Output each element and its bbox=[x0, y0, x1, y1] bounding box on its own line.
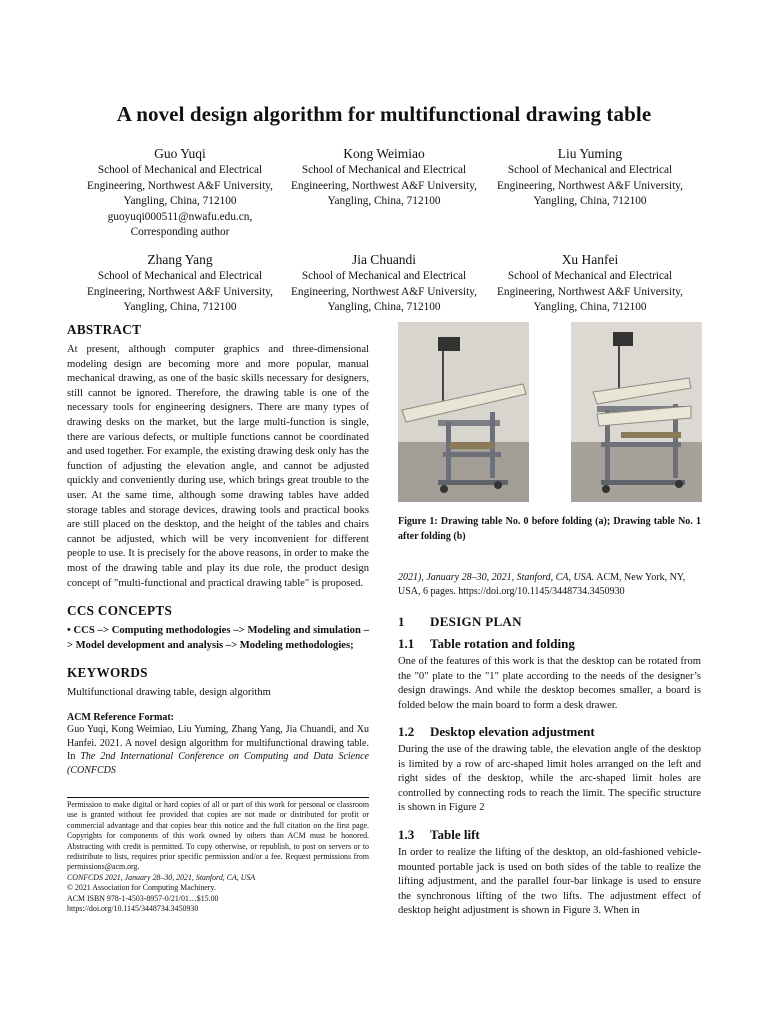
permission-doi: https://doi.org/10.1145/3448734.3450930 bbox=[67, 904, 199, 914]
permission-block bbox=[67, 800, 369, 914]
section-heading-1-1 bbox=[398, 636, 701, 652]
section-text-1-2: During the use of the drawing table, the elevation angle of the desktop is limited by a row of arc-shaped limit holes arranged on the left and right sides of the desktop, while the arc-shaped limit holes are controlled by connecting rods to reach the limit. The specific structure is shown in Figure 2 bbox=[398, 744, 701, 813]
permission-text: Permission to make digital or hard copies of all or part of this work for personal or classroom use is granted without fee provided that copies are not made or distributed for profit or commercial advantage and that copies bear this notice and the full citation on the first page. Copyrights for components of this work owned by others than ACM must be honored. Abstracting with credit is permitted. To copy otherwise, or republish, to post on servers or to redistribute to lists, requires prior specific permission and/or a fee. Request permissions from permissions@acm.org. bbox=[67, 800, 369, 872]
author-block bbox=[492, 251, 688, 316]
author-affiliation: School of Mechanical and Electrical Engineering, Northwest A&F University, Yangling, China, 712100 bbox=[291, 164, 477, 207]
author-name: Jia Chuandi bbox=[351, 252, 417, 267]
section-number: 1.1 bbox=[398, 636, 415, 651]
acm-reference-plain: Guo Yuqi, Kong Weimiao, Liu Yuming, Zhang Yang, Jia Chuandi, and Xu Hanfei. 2021. A novel design algorithm for multifunctional drawing table. In bbox=[67, 723, 369, 763]
acm-reference-heading: ACM Reference Format: bbox=[67, 711, 174, 723]
section-heading-1-2 bbox=[398, 724, 701, 740]
author-affiliation: School of Mechanical and Electrical Engineering, Northwest A&F University, Yangling, China, 712100 bbox=[291, 270, 477, 313]
author-affiliation: School of Mechanical and Electrical Engineering, Northwest A&F University, Yangling, China, 712100 bbox=[87, 164, 273, 207]
paper-title: A novel design algorithm for multifunctional drawing table bbox=[116, 102, 652, 126]
keywords-heading: KEYWORDS bbox=[67, 665, 148, 681]
author-email: guoyuqi000511@nwafu.edu.cn, Corresponding author bbox=[107, 210, 253, 238]
acm-reference-tail: ACM, New York, NY, USA, 6 pages. https://doi.org/10.1145/3448734.3450930 bbox=[398, 572, 686, 598]
section-text-1-3: In order to realize the lifting of the desktop, an old-fashioned vehicle-mounted portable jack is used on both sides of the table to realize the lifting adjustment, and the parallel four-bar linkage is used to ensure the synchronous lifting of the two lifts. The adjustment effect of desktop height adjustment is shown in Figure 3. When in bbox=[398, 847, 701, 916]
keywords-text: Multifunctional drawing table, design algorithm bbox=[67, 687, 271, 699]
section-heading-1-3 bbox=[398, 827, 701, 843]
author-name: Xu Hanfei bbox=[561, 252, 619, 267]
ccs-heading: CCS CONCEPTS bbox=[67, 603, 173, 619]
author-block bbox=[286, 251, 482, 316]
acm-reference-text bbox=[67, 723, 369, 778]
acm-reference-continued bbox=[398, 571, 701, 599]
section-number: 1.3 bbox=[398, 827, 415, 842]
author-block bbox=[82, 145, 278, 241]
author-block bbox=[82, 251, 278, 316]
author-block bbox=[286, 145, 482, 210]
author-block bbox=[492, 145, 688, 210]
section-text-1-1: One of the features of this work is that the desktop can be rotated from the "0" plate to the "1" plate according to the needs of the designer’s design drawings. And while the desktop becomes smaller, a board is folded below the main board to form a desk drawer. bbox=[398, 656, 701, 711]
permission-isbn: ACM ISBN 978-1-4503-8957-0/21/01…$15.00 bbox=[67, 893, 219, 903]
author-affiliation: School of Mechanical and Electrical Engineering, Northwest A&F University, Yangling, China, 712100 bbox=[497, 164, 683, 207]
author-affiliation: School of Mechanical and Electrical Engineering, Northwest A&F University, Yangling, China, 712100 bbox=[87, 270, 273, 313]
left-column bbox=[67, 322, 369, 778]
section-number: 1.2 bbox=[398, 724, 415, 739]
acm-reference-venue: The 2nd International Conference on Computing and Data Science (CONFCDS bbox=[67, 751, 369, 777]
footnote-rule bbox=[67, 797, 369, 798]
section-title: DESIGN PLAN bbox=[430, 614, 522, 629]
figure-caption: Figure 1: Drawing table No. 0 before folding (a); Drawing table No. 1 after folding (b) bbox=[398, 516, 701, 542]
permission-copyright: © 2021 Association for Computing Machinery. bbox=[67, 883, 216, 893]
section-title: Table lift bbox=[430, 827, 480, 842]
author-name: Liu Yuming bbox=[557, 146, 623, 161]
author-name: Kong Weimiao bbox=[343, 146, 425, 161]
section-title: Table rotation and folding bbox=[430, 636, 575, 651]
ccs-text: • CCS –> Computing methodologies –> Modeling and simulation –> Model development and analysis –> Modeling methodologies; bbox=[67, 625, 369, 651]
drawing-table-photo-a bbox=[398, 322, 529, 502]
author-affiliation: School of Mechanical and Electrical Engineering, Northwest A&F University, Yangling, China, 712100 bbox=[497, 270, 683, 313]
acm-reference-venue-continued: 2021), January 28–30, 2021, Stanford, CA, USA. bbox=[398, 572, 595, 583]
section-heading-1 bbox=[398, 614, 701, 630]
drawing-table-photo-b bbox=[571, 322, 702, 502]
author-name: Zhang Yang bbox=[147, 252, 213, 267]
section-title: Desktop elevation adjustment bbox=[430, 724, 595, 739]
figure-1 bbox=[398, 322, 701, 502]
section-number: 1 bbox=[398, 614, 405, 629]
abstract-heading: ABSTRACT bbox=[67, 322, 142, 337]
permission-conference: CONFCDS 2021, January 28–30, 2021, Stanford, CA, USA bbox=[67, 872, 256, 882]
abstract-text: At present, although computer graphics and three-dimensional modeling design are becoming more and more popular, manual mechanical drawing, as one of the basic skills necessary for designers, still cannot be ignored. Therefore, the drawing table is one of the necessary tools for engineering designers. There are many types of drawing desks on the market, but the large multi-function is single, there are various defects, or multiple functions cannot be coordinated and used together. For example, the existing drawing desk only has the function of adjusting the elevation angle, and cannot be adjusted quickly and conveniently during use, which brings great trouble to the user. At the same time, although some drawing tables have added storage tables and storage devices, drawing tools and practical books are still placed on the desktop, and the height of the tables and chairs cannot be adjusted, which will be very inconvenient for different people to use. It is precisely for the above reasons, in order to make the most of the drawing table and play its due role, the product design concept of "multi-functional and practical drawing table" is proposed. bbox=[67, 344, 369, 589]
author-name: Guo Yuqi bbox=[154, 146, 206, 161]
